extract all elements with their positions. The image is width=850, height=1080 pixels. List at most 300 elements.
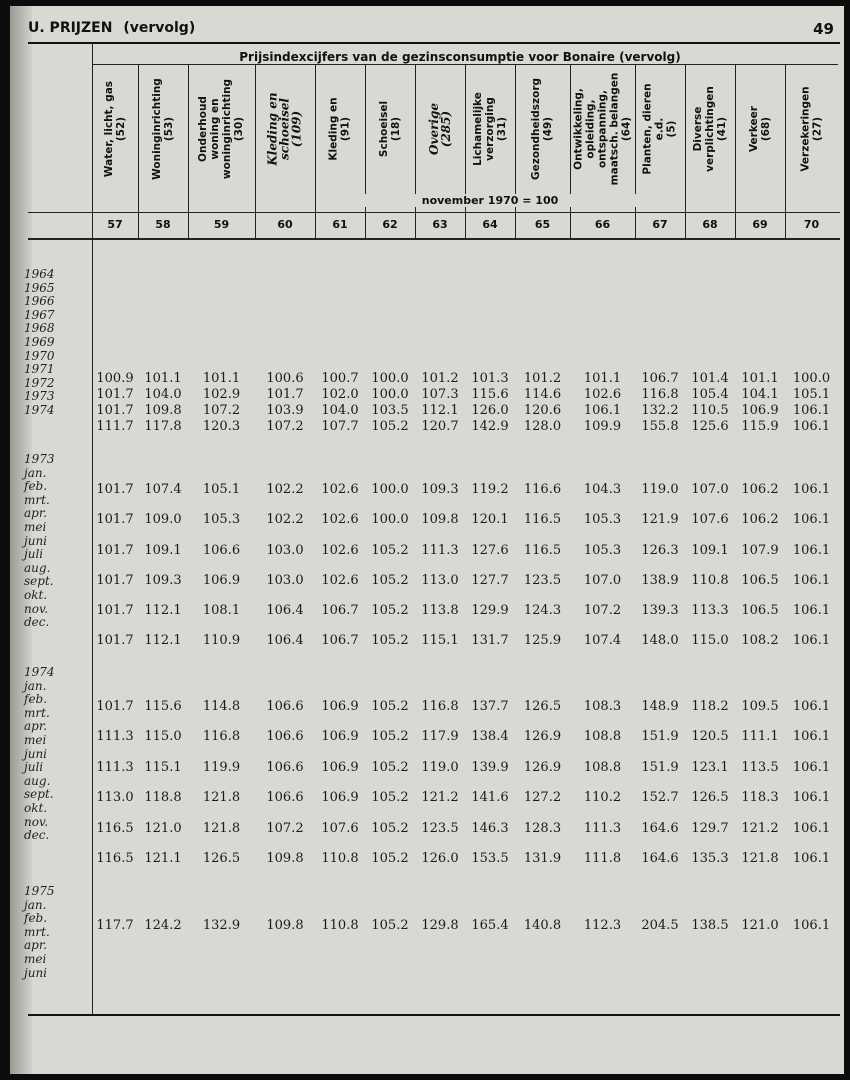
table-cell: 118.3 — [741, 790, 779, 805]
table-row — [10, 512, 844, 528]
table-cell: 111.3 — [96, 729, 134, 744]
page-number: 49 — [813, 20, 834, 38]
column-header — [515, 68, 570, 190]
table-cell: 106.6 — [266, 790, 304, 805]
table-cell: 138.9 — [641, 573, 679, 588]
table-cell: 126.0 — [421, 851, 459, 866]
column-number: 60 — [277, 218, 293, 231]
table-cell: 106.4 — [266, 633, 304, 648]
table-cell: 106.1 — [792, 512, 831, 527]
table-cell: 106.6 — [266, 729, 304, 744]
table-cell: 106.9 — [321, 790, 359, 805]
table-cell: 106.7 — [321, 633, 359, 648]
table-cell: 127.7 — [471, 573, 509, 588]
row-label: nov. — [24, 814, 49, 829]
column-number: 66 — [594, 218, 611, 231]
table-cell: 106.1 — [792, 760, 831, 775]
table-cell: 106.9 — [202, 573, 241, 588]
table-cell: 111.8 — [583, 851, 622, 866]
column-header — [635, 68, 685, 190]
table-cell: 116.8 — [421, 699, 459, 714]
column-header-label: Diverse verplichtingen (41) — [692, 86, 729, 172]
row-label: aug. — [24, 560, 51, 575]
table-cell: 105.2 — [371, 918, 409, 933]
table-cell: 107.7 — [321, 419, 359, 434]
table-cell: 152.7 — [641, 790, 679, 805]
table-cell: 109.8 — [266, 918, 304, 933]
column-header — [138, 68, 188, 190]
table-cell: 106.5 — [741, 573, 779, 588]
table-cell: 105.2 — [371, 729, 409, 744]
table-cell: 106.6 — [266, 760, 304, 775]
table-cell: 105.1 — [792, 387, 831, 402]
row-label: 1973 — [24, 452, 55, 466]
base-period: november 1970 = 100 — [340, 194, 640, 207]
table-cell: 105.2 — [371, 633, 409, 648]
table-cell: 131.7 — [471, 633, 509, 648]
table-cell: 105.2 — [371, 821, 409, 836]
row-label: mrt. — [24, 924, 50, 939]
table-cell: 101.1 — [202, 371, 241, 386]
row-label: 1966 — [24, 294, 55, 309]
table-cell: 114.8 — [202, 699, 241, 714]
table-cell: 106.6 — [266, 699, 304, 714]
table-cell: 118.8 — [144, 790, 182, 805]
table-cell: 107.2 — [266, 821, 304, 836]
table-cell: 106.9 — [321, 729, 359, 744]
table-cell: 107.2 — [583, 603, 622, 618]
table-cell: 121.8 — [202, 790, 241, 805]
row-label: feb. — [24, 692, 48, 707]
row-label: juli — [24, 760, 44, 775]
table-cell: 114.6 — [523, 387, 562, 402]
column-number: 61 — [332, 218, 348, 231]
row-label: juni — [24, 533, 48, 548]
table-cell: 111.1 — [741, 729, 779, 744]
table-cell: 107.0 — [691, 482, 729, 497]
row-label: feb. — [24, 479, 48, 494]
table-cell: 119.9 — [202, 760, 241, 775]
row-label: okt. — [24, 587, 48, 602]
table-cell: 151.9 — [641, 729, 679, 744]
table-cell: 110.5 — [691, 403, 729, 418]
row-label: 1972 — [24, 375, 55, 390]
table-cell: 109.9 — [583, 419, 622, 434]
table-cell: 106.1 — [792, 851, 831, 866]
row-label: 1970 — [24, 348, 55, 363]
table-cell: 155.8 — [641, 419, 679, 434]
table-row — [10, 543, 844, 559]
table-cell: 107.2 — [202, 403, 241, 418]
table-cell: 111.3 — [583, 821, 622, 836]
table-cell: 103.5 — [371, 403, 409, 418]
table-cell: 105.3 — [583, 512, 622, 527]
table-cell: 109.3 — [144, 573, 182, 588]
table-cell: 102.9 — [202, 387, 241, 402]
table-cell: 102.6 — [321, 543, 359, 558]
table-cell: 111.7 — [96, 419, 134, 434]
row-label: mrt. — [24, 705, 50, 720]
table-cell: 101.1 — [741, 371, 779, 386]
table-cell: 124.3 — [523, 603, 562, 618]
bottom-rule — [28, 1014, 840, 1016]
table-cell: 105.2 — [371, 543, 409, 558]
table-cell: 108.3 — [583, 699, 622, 714]
table-cell: 101.7 — [96, 699, 134, 714]
column-number: 70 — [803, 218, 820, 231]
column-number: 59 — [213, 218, 230, 231]
table-cell: 121.0 — [741, 918, 779, 933]
column-header-label: Water, licht, gas (52) — [103, 80, 128, 178]
table-cell: 115.0 — [144, 729, 182, 744]
column-header — [570, 68, 635, 190]
table-cell: 106.1 — [792, 821, 831, 836]
section-title: U. PRIJZEN — [28, 20, 113, 36]
table-cell: 141.6 — [471, 790, 509, 805]
table-cell: 106.2 — [741, 482, 779, 497]
table-cell: 101.7 — [96, 603, 134, 618]
column-number: 65 — [534, 218, 551, 231]
column-header-label: Planten, dieren e.d. (5) — [642, 83, 679, 175]
table-cell: 126.0 — [471, 403, 509, 418]
table-cell: 101.4 — [691, 371, 729, 386]
table-cell: 106.1 — [792, 543, 831, 558]
table-cell: 121.2 — [741, 821, 779, 836]
table-cell: 138.5 — [691, 918, 729, 933]
table-cell: 126.3 — [641, 543, 679, 558]
table-cell: 100.0 — [371, 482, 409, 497]
column-number: 67 — [652, 218, 668, 231]
column-header — [785, 68, 838, 190]
table-row — [10, 633, 844, 649]
table-cell: 120.7 — [421, 419, 459, 434]
column-header — [465, 68, 515, 190]
table-cell: 106.7 — [641, 371, 679, 386]
table-cell: 102.6 — [583, 387, 622, 402]
table-cell: 121.8 — [741, 851, 779, 866]
row-label: jan. — [24, 465, 47, 480]
table-cell: 123.5 — [421, 821, 459, 836]
table-cell: 105.2 — [371, 573, 409, 588]
table-cell: 103.9 — [266, 403, 304, 418]
table-cell: 126.5 — [691, 790, 729, 805]
table-cell: 115.6 — [144, 699, 182, 714]
row-label: mrt. — [24, 492, 50, 507]
table-row — [10, 603, 844, 619]
column-header-label: Verkeer (68) — [747, 106, 772, 152]
row-label: jan. — [24, 678, 47, 693]
table-cell: 106.6 — [202, 543, 241, 558]
table-cell: 128.0 — [523, 419, 562, 434]
row-label: sept. — [24, 574, 54, 589]
section-header — [28, 20, 195, 36]
table-cell: 125.6 — [691, 419, 729, 434]
table-cell: 101.7 — [96, 543, 134, 558]
table-cell: 115.9 — [741, 419, 779, 434]
table-cell: 119.2 — [471, 482, 509, 497]
table-row — [10, 821, 844, 837]
table-cell: 102.6 — [321, 482, 359, 497]
column-header — [365, 68, 415, 190]
table-cell: 106.9 — [741, 403, 779, 418]
row-label: dec. — [24, 615, 50, 630]
table-cell: 101.1 — [144, 371, 182, 386]
row-label: mei — [24, 519, 47, 534]
table-cell: 106.1 — [792, 603, 831, 618]
table-cell: 103.0 — [266, 543, 304, 558]
row-label: 1968 — [24, 321, 55, 336]
table-cell: 121.0 — [144, 821, 182, 836]
table-cell: 131.9 — [523, 851, 562, 866]
table-cell: 120.3 — [202, 419, 241, 434]
table-cell: 102.6 — [321, 573, 359, 588]
column-header-label: Verzekeringen (27) — [799, 86, 824, 172]
table-cell: 107.2 — [266, 419, 304, 434]
table-cell: 127.2 — [523, 790, 562, 805]
table-cell: 102.6 — [321, 512, 359, 527]
table-row — [10, 419, 844, 435]
table-cell: 115.0 — [691, 633, 729, 648]
table-cell: 104.0 — [144, 387, 182, 402]
table-cell: 164.6 — [641, 821, 679, 836]
row-label: okt. — [24, 800, 48, 815]
table-cell: 109.8 — [266, 851, 304, 866]
table-cell: 100.6 — [266, 371, 304, 386]
table-cell: 121.2 — [421, 790, 459, 805]
table-cell: 106.1 — [792, 419, 831, 434]
table-cell: 106.1 — [792, 403, 831, 418]
table-cell: 101.7 — [96, 512, 134, 527]
table-cell: 105.4 — [691, 387, 729, 402]
column-header-label: Kleding en schoeisel (109) — [266, 92, 305, 166]
row-label: 1967 — [24, 307, 55, 322]
table-cell: 109.0 — [144, 512, 182, 527]
table-cell: 105.3 — [202, 512, 241, 527]
column-header-label: Gezondheidszorg (49) — [530, 77, 555, 181]
column-number: 68 — [702, 218, 718, 231]
table-cell: 116.5 — [96, 851, 134, 866]
table-row — [10, 851, 844, 867]
table-cell: 120.1 — [471, 512, 509, 527]
table-row — [10, 918, 844, 934]
table-cell: 148.9 — [641, 699, 679, 714]
table-cell: 105.2 — [371, 760, 409, 775]
table-cell: 107.4 — [583, 633, 622, 648]
table-cell: 107.9 — [741, 543, 779, 558]
table-cell: 126.9 — [523, 760, 562, 775]
table-cell: 100.9 — [96, 371, 134, 386]
scanned-page — [10, 6, 844, 1074]
column-header — [415, 68, 465, 190]
table-cell: 109.5 — [741, 699, 779, 714]
column-number: 58 — [155, 218, 171, 231]
table-cell: 117.7 — [96, 918, 134, 933]
table-cell: 100.0 — [371, 387, 409, 402]
table-cell: 126.5 — [523, 699, 562, 714]
table-cell: 121.8 — [202, 821, 241, 836]
row-label: apr. — [24, 938, 48, 953]
table-cell: 110.8 — [691, 573, 729, 588]
table-cell: 110.9 — [202, 633, 241, 648]
column-header-label: Lichamelijke verzorging (31) — [472, 92, 509, 166]
column-header — [92, 68, 138, 190]
table-cell: 113.3 — [691, 603, 729, 618]
table-row — [10, 387, 844, 403]
column-number-rule-bottom — [28, 238, 840, 240]
table-row — [10, 403, 844, 419]
table-cell: 123.5 — [523, 573, 562, 588]
column-header — [188, 68, 255, 190]
table-cell: 117.8 — [144, 419, 182, 434]
table-cell: 119.0 — [421, 760, 459, 775]
table-cell: 116.6 — [523, 482, 562, 497]
table-cell: 110.8 — [321, 918, 359, 933]
table-cell: 109.1 — [144, 543, 182, 558]
table-cell: 100.0 — [371, 512, 409, 527]
table-cell: 100.0 — [792, 371, 831, 386]
table-cell: 135.3 — [691, 851, 729, 866]
table-cell: 117.9 — [421, 729, 459, 744]
table-cell: 102.2 — [266, 512, 304, 527]
table-cell: 110.2 — [583, 790, 622, 805]
row-label: mei — [24, 732, 47, 747]
table-cell: 113.0 — [421, 573, 459, 588]
table-cell: 132.2 — [641, 403, 679, 418]
table-cell: 119.0 — [641, 482, 679, 497]
table-cell: 111.3 — [96, 760, 134, 775]
table-cell: 102.0 — [321, 387, 359, 402]
table-cell: 204.5 — [641, 918, 679, 933]
column-header — [735, 68, 785, 190]
table-cell: 107.0 — [583, 573, 622, 588]
table-cell: 113.8 — [421, 603, 459, 618]
row-label: aug. — [24, 773, 51, 788]
table-cell: 123.1 — [691, 760, 729, 775]
row-label: 1975 — [24, 884, 55, 898]
column-header — [685, 68, 735, 190]
labels-1974 — [24, 666, 55, 843]
column-number: 57 — [107, 218, 123, 231]
table-cell: 105.1 — [202, 482, 241, 497]
table-cell: 106.4 — [266, 603, 304, 618]
table-cell: 109.8 — [421, 512, 459, 527]
table-cell: 105.2 — [371, 419, 409, 434]
row-label: nov. — [24, 601, 49, 616]
column-header-label: Woninginrichting (53) — [151, 78, 175, 180]
table-cell: 108.2 — [741, 633, 779, 648]
table-cell: 101.7 — [96, 403, 134, 418]
table-cell: 121.9 — [641, 512, 679, 527]
table-cell: 128.3 — [523, 821, 562, 836]
column-number: 62 — [382, 218, 398, 231]
table-cell: 112.3 — [583, 918, 622, 933]
table-cell: 101.7 — [96, 633, 134, 648]
table-cell: 106.1 — [792, 633, 831, 648]
row-label: feb. — [24, 911, 48, 926]
table-row — [10, 371, 844, 387]
table-cell: 100.0 — [371, 371, 409, 386]
table-cell: 118.2 — [691, 699, 729, 714]
table-cell: 109.8 — [144, 403, 182, 418]
table-cell: 126.5 — [202, 851, 241, 866]
table-cell: 103.0 — [266, 573, 304, 588]
table-cell: 121.1 — [144, 851, 182, 866]
row-label: 1973 — [24, 389, 55, 404]
table-cell: 101.7 — [96, 387, 134, 402]
table-cell: 101.7 — [96, 573, 134, 588]
row-label: juni — [24, 965, 48, 980]
table-cell: 104.3 — [583, 482, 622, 497]
table-cell: 106.1 — [792, 699, 831, 714]
table-cell: 116.5 — [523, 543, 562, 558]
table-cell: 109.3 — [421, 482, 459, 497]
row-label: juni — [24, 746, 48, 761]
table-cell: 113.0 — [96, 790, 134, 805]
table-cell: 105.2 — [371, 790, 409, 805]
table-cell: 101.1 — [583, 371, 622, 386]
table-cell: 153.5 — [471, 851, 509, 866]
column-number: 63 — [432, 218, 448, 231]
table-cell: 124.2 — [144, 918, 182, 933]
table-cell: 112.1 — [144, 633, 182, 648]
column-header — [315, 68, 365, 190]
table-cell: 116.8 — [202, 729, 241, 744]
table-cell: 107.6 — [691, 512, 729, 527]
table-cell: 138.4 — [471, 729, 509, 744]
table-row — [10, 699, 844, 715]
table-cell: 108.8 — [583, 760, 622, 775]
table-cell: 101.2 — [421, 371, 459, 386]
table-cell: 137.7 — [471, 699, 509, 714]
row-label: sept. — [24, 787, 54, 802]
table-cell: 151.9 — [641, 760, 679, 775]
table-cell: 148.0 — [641, 633, 679, 648]
table-cell: 129.9 — [471, 603, 509, 618]
table-cell: 107.4 — [144, 482, 182, 497]
table-cell: 142.9 — [471, 419, 509, 434]
row-label: dec. — [24, 828, 50, 843]
table-cell: 106.7 — [321, 603, 359, 618]
table-cell: 112.1 — [421, 403, 459, 418]
table-cell: 108.8 — [583, 729, 622, 744]
table-title: Prijsindexcijfers van de gezinsconsumptie voor Bonaire (vervolg) — [239, 50, 681, 64]
table-cell: 139.3 — [641, 603, 679, 618]
table-cell: 105.3 — [583, 543, 622, 558]
table-cell: 115.1 — [144, 760, 182, 775]
table-cell: 106.1 — [792, 918, 831, 933]
table-cell: 106.1 — [792, 729, 831, 744]
table-cell: 107.3 — [421, 387, 459, 402]
column-header-label: Schoeisel (18) — [378, 100, 403, 158]
row-label: 1974 — [24, 665, 55, 679]
table-cell: 107.6 — [321, 821, 359, 836]
column-number-rule-top — [28, 212, 840, 213]
section-continued: (vervolg) — [123, 20, 196, 36]
row-label: apr. — [24, 719, 48, 734]
table-cell: 127.6 — [471, 543, 509, 558]
table-cell: 146.3 — [471, 821, 509, 836]
table-cell: 104.1 — [741, 387, 779, 402]
table-cell: 165.4 — [471, 918, 509, 933]
column-header-label: Overige (285) — [427, 103, 453, 155]
table-cell: 116.8 — [641, 387, 679, 402]
table-cell: 108.1 — [202, 603, 241, 618]
row-label: 1965 — [24, 280, 55, 295]
table-cell: 129.8 — [421, 918, 459, 933]
table-cell: 129.7 — [691, 821, 729, 836]
table-cell: 104.0 — [321, 403, 359, 418]
table-cell: 106.1 — [792, 482, 831, 497]
